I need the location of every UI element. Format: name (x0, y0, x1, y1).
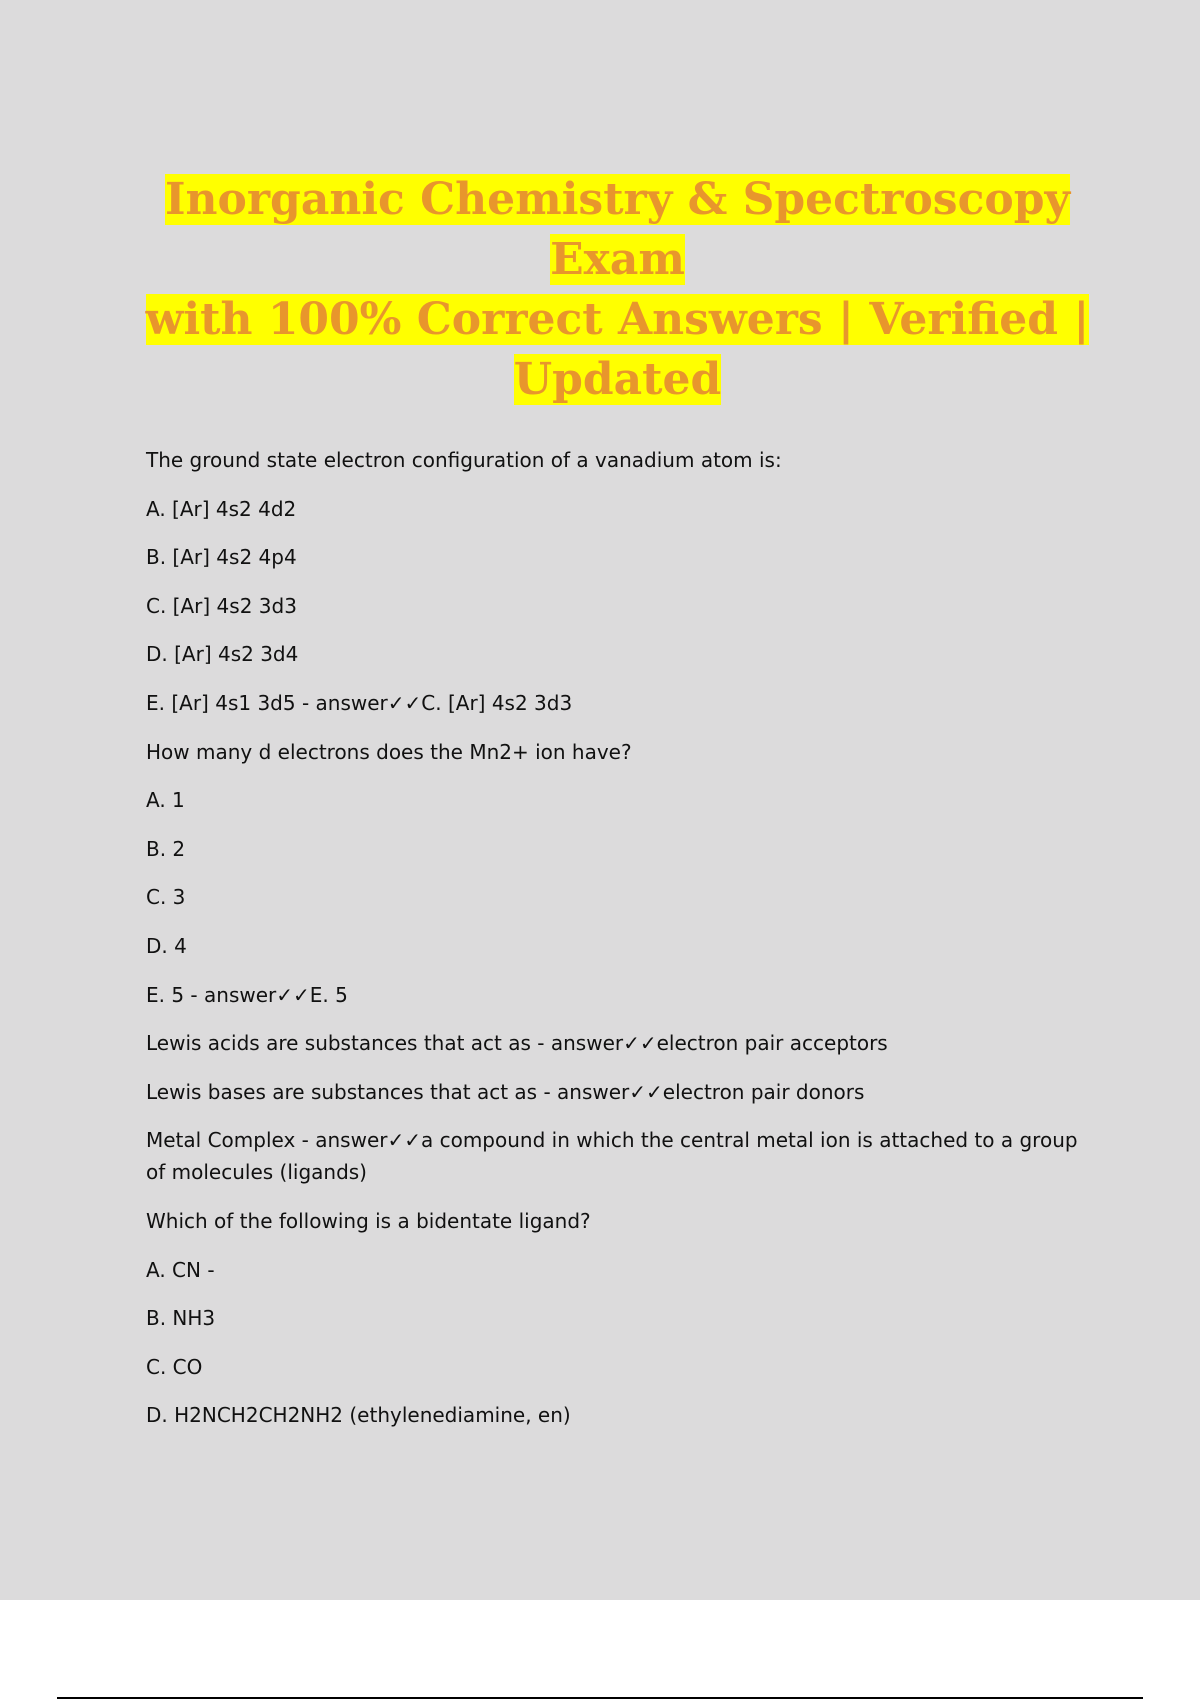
option-line: C. 3 (146, 885, 186, 910)
document-body (146, 444, 1086, 1448)
option-line: B. 2 (146, 836, 186, 861)
title-line-1: Inorganic Chemistry & Spectroscopy Exam (164, 174, 1071, 285)
option-line: D. H2NCH2CH2NH2 (ethylenediamine, en) (146, 1403, 571, 1428)
option-line: A. 1 (146, 788, 185, 813)
footer-rule (57, 1697, 1143, 1699)
option-line: A. [Ar] 4s2 4d2 (146, 496, 297, 521)
question-2: How many d electrons does the Mn2+ ion have? (146, 739, 632, 764)
question-1: The ground state electron configuration of a vanadium atom is: (146, 448, 782, 472)
option-line: C. [Ar] 4s2 3d3 (146, 593, 297, 618)
option-with-answer: E. [Ar] 4s1 3d5 - answer✓✓C. [Ar] 4s2 3d3 (146, 690, 573, 715)
option-line: D. [Ar] 4s2 3d4 (146, 642, 299, 667)
option-line: C. CO (146, 1354, 203, 1379)
option-line: D. 4 (146, 933, 187, 958)
option-with-answer: E. 5 - answer✓✓E. 5 (146, 982, 348, 1007)
definition-lewis-bases: Lewis bases are substances that act as - answer✓✓electron pair donors (146, 1079, 865, 1104)
definition-lewis-acids: Lewis acids are substances that act as - answer✓✓electron pair acceptors (146, 1031, 888, 1056)
option-line: A. CN - (146, 1257, 215, 1282)
definition-metal-complex: Metal Complex - answer✓✓a compound in which the central metal ion is attached to a group of molecules (ligands) (146, 1128, 1078, 1185)
document-title (100, 170, 1135, 410)
question-3: Which of the following is a bidentate ligand? (146, 1208, 591, 1233)
option-line: B. NH3 (146, 1306, 216, 1331)
title-line-2: with 100% Correct Answers | Verified | (145, 294, 1090, 345)
option-line: B. [Ar] 4s2 4p4 (146, 545, 297, 570)
title-line-3: Updated (513, 354, 722, 405)
